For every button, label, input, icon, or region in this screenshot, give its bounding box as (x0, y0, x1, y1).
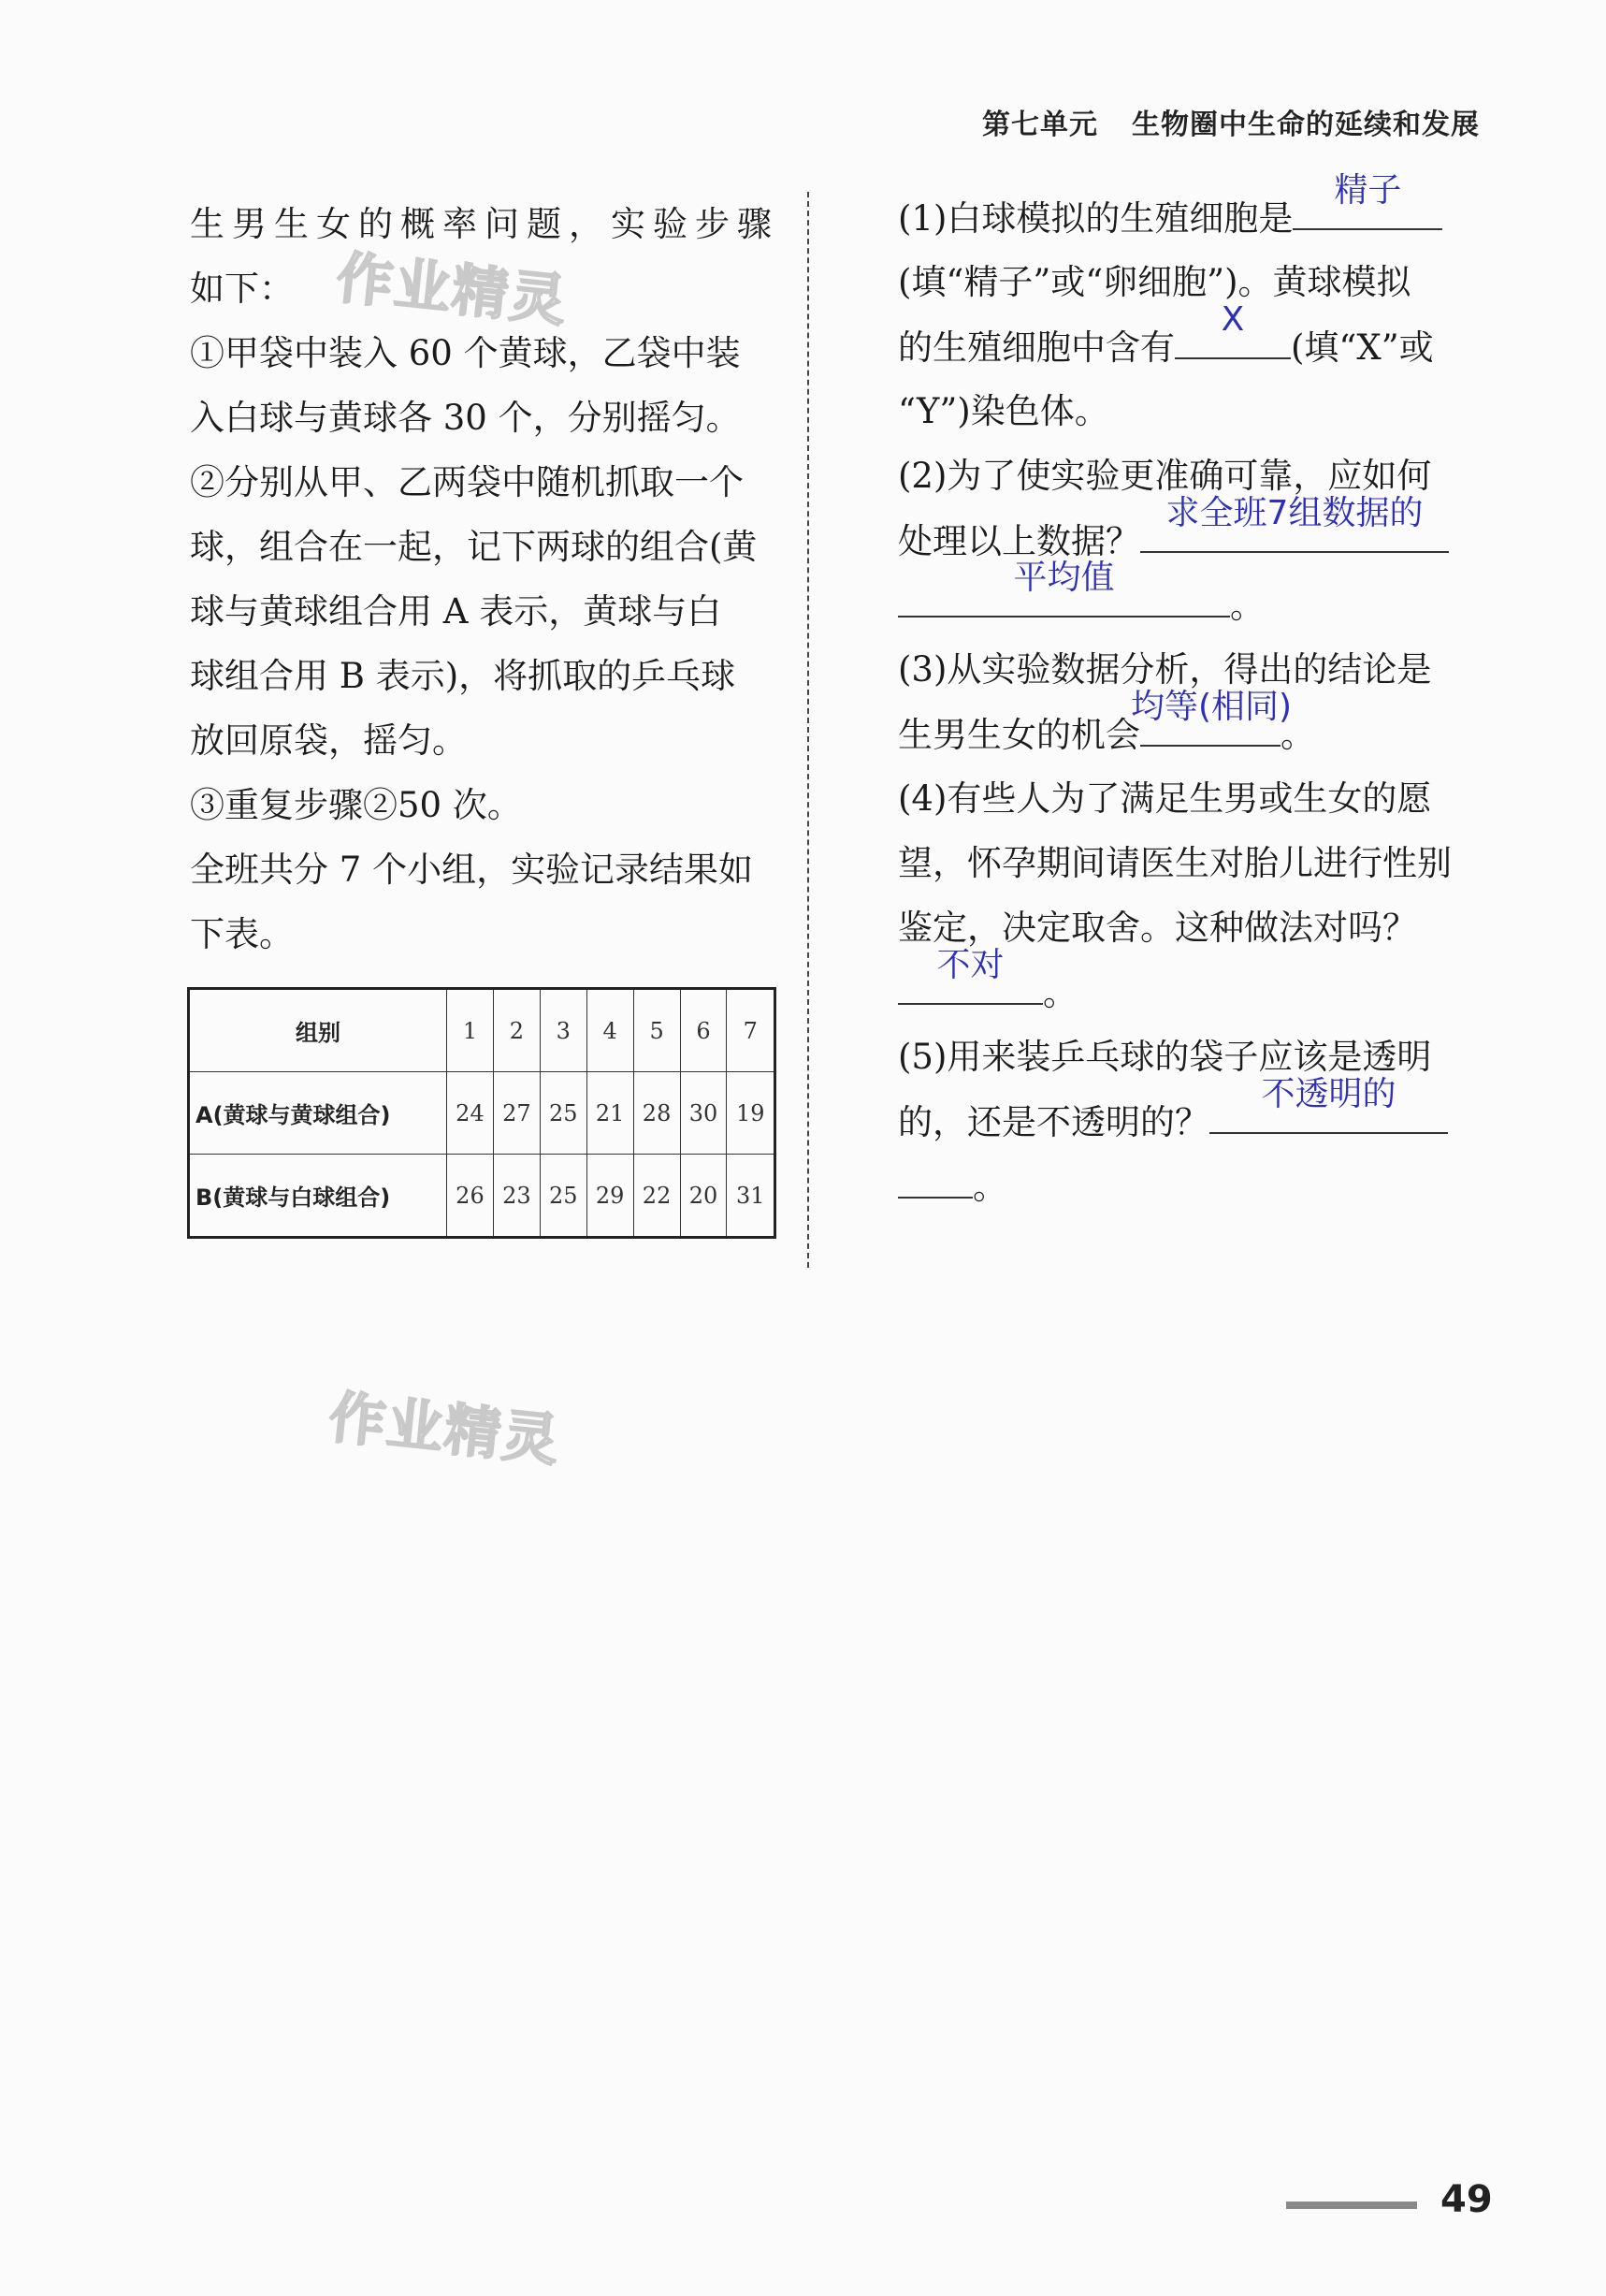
question-text: 处理以上数据？ (898, 521, 1140, 561)
table-cell: 30 (680, 1072, 727, 1155)
text-line: (填“精子”或“卵细胞”)。黄球模拟 (898, 262, 1411, 302)
text-line (898, 1075, 1478, 1154)
watermark-logo: 作业精灵 (333, 245, 572, 335)
answer-blank[interactable] (1131, 688, 1293, 747)
unit-title: 生物圈中生命的延续和发展 (1132, 109, 1480, 141)
table-cell: 31 (727, 1155, 775, 1238)
table-cell: 27 (493, 1072, 540, 1155)
text-line: “Y”)染色体。 (898, 391, 1109, 431)
answer-blank[interactable] (898, 1154, 973, 1199)
table-cell: 25 (540, 1155, 586, 1238)
table-cell: 26 (447, 1155, 494, 1238)
text-line (898, 688, 1478, 766)
table-cell: 28 (633, 1072, 680, 1155)
table-header-cell: 6 (680, 989, 727, 1072)
answer-blank[interactable] (1175, 300, 1291, 359)
handwritten-answer: 平均值 (1013, 559, 1115, 597)
question-text: 生男生女的机会 (898, 715, 1140, 755)
table-header-cell: 5 (633, 989, 680, 1072)
text-line: 望，怀孕期间请医生对胎儿进行性别 (898, 843, 1452, 883)
text-line (898, 1154, 1478, 1218)
text-line: 下表。 (190, 914, 294, 954)
running-header (982, 101, 1480, 142)
handwritten-answer: 精子 (1334, 171, 1402, 210)
punctuation: 。 (973, 1167, 1007, 1207)
text-line (898, 559, 1478, 637)
question-2: (2)为了使实验更准确可靠，应如何 (898, 456, 1432, 496)
handwritten-answer: X (1221, 300, 1245, 339)
answer-blank[interactable] (1293, 171, 1442, 230)
table-header-cell: 1 (447, 989, 494, 1072)
text-line (898, 946, 1478, 1024)
table-cell: 25 (540, 1072, 586, 1155)
question-5: (5)用来装乒乓球的袋子应该是透明 (898, 1037, 1432, 1077)
text-line: 球与黄球组合用 A 表示，黄球与白 (190, 591, 722, 632)
text-line: 入白球与黄球各 30 个，分别摇匀。 (190, 398, 741, 438)
text-line: 球，组合在一起，记下两球的组合(黄 (190, 527, 758, 567)
table-header-cell: 组别 (189, 989, 447, 1072)
table-row-label: B(黄球与白球组合) (189, 1155, 447, 1238)
answer-blank[interactable] (898, 946, 1043, 1005)
question-text: 的，还是不透明的？ (898, 1102, 1209, 1142)
text-line (898, 300, 1478, 379)
table-header-cell: 7 (727, 989, 775, 1072)
unit-label: 第七单元 (982, 109, 1098, 141)
text-line: ②分别从甲、乙两袋中随机抓取一个 (190, 462, 744, 502)
text-line: 如下： (190, 269, 294, 309)
page-number-bar (1286, 2202, 1417, 2209)
question-3: (3)从实验数据分析，得出的结论是 (898, 649, 1432, 690)
text-line: 鉴定，决定取舍。这种做法对吗？ (898, 908, 1417, 948)
punctuation: 。 (1280, 715, 1315, 755)
text-line: 球组合用 B 表示)，将抓取的乒乓球 (190, 656, 736, 696)
table-row-label: A(黄球与黄球组合) (189, 1072, 447, 1155)
question-text: (填“X”或 (1291, 327, 1434, 368)
watermark-logo: 作业精灵 (326, 1385, 564, 1475)
table-header-cell: 4 (586, 989, 633, 1072)
table-cell: 19 (727, 1072, 775, 1155)
handwritten-answer: 不透明的 (1261, 1075, 1396, 1113)
question-text: 的生殖细胞中含有 (898, 327, 1175, 368)
text-line: 生男生女的概率问题，实验步骤 (190, 204, 772, 244)
table-row (189, 1155, 775, 1238)
punctuation: 。 (1230, 586, 1265, 626)
table-cell: 21 (586, 1072, 633, 1155)
answer-blank[interactable] (1209, 1075, 1448, 1134)
text-line: 放回原袋，摇匀。 (190, 720, 467, 761)
text-line: ①甲袋中装入 60 个黄球，乙袋中装 (190, 333, 741, 373)
question-1 (898, 171, 1478, 250)
table-cell: 23 (493, 1155, 540, 1238)
text-line: 全班共分 7 个小组，实验记录结果如 (190, 850, 754, 890)
question-4: (4)有些人为了满足生男或生女的愿 (898, 778, 1432, 819)
answer-blank[interactable] (898, 559, 1230, 618)
punctuation: 。 (1043, 973, 1078, 1013)
column-divider (807, 192, 809, 1268)
table-cell: 29 (586, 1155, 633, 1238)
table-cell: 24 (447, 1072, 494, 1155)
results-table (187, 987, 776, 1239)
handwritten-answer: 求全班7组数据的 (1165, 494, 1424, 532)
questions-section (898, 171, 1478, 1218)
table-header-cell: 2 (493, 989, 540, 1072)
table-header-cell: 3 (540, 989, 586, 1072)
table-row (189, 1072, 775, 1155)
table-header-row (189, 989, 775, 1072)
handwritten-answer: 均等(相同) (1131, 688, 1293, 726)
question-text: (1)白球模拟的生殖细胞是 (898, 198, 1294, 239)
table-cell: 22 (633, 1155, 680, 1238)
page-number: 49 (1440, 2178, 1493, 2221)
text-line: ③重复步骤②50 次。 (190, 785, 522, 825)
table-cell: 20 (680, 1155, 727, 1238)
handwritten-answer: 不对 (936, 946, 1005, 984)
